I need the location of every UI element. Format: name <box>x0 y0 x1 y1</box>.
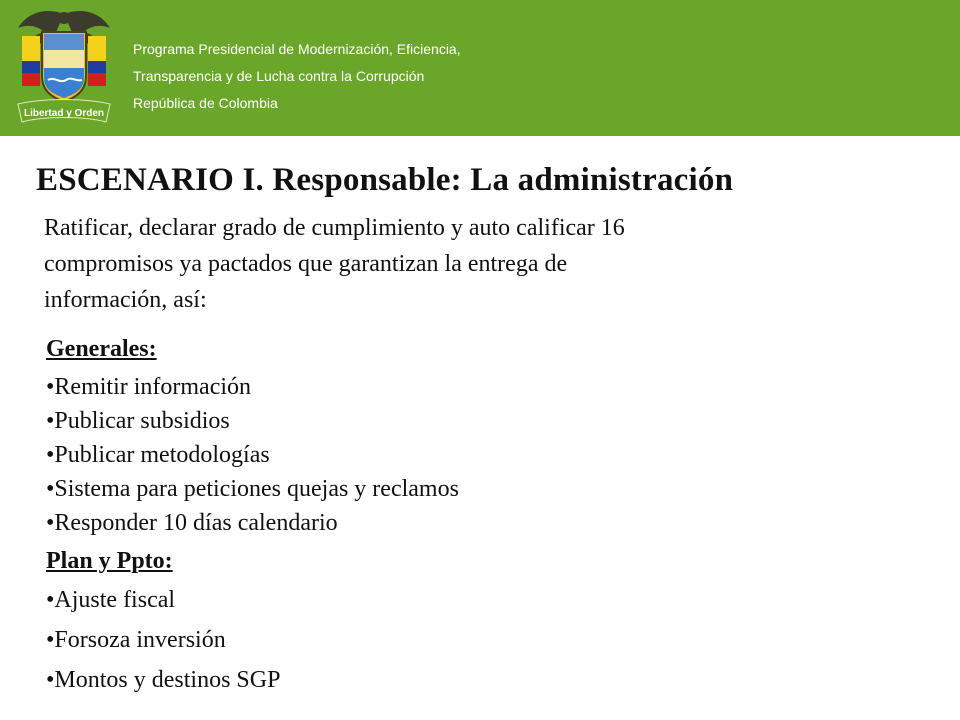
list-item: •Sistema para peticiones quejas y reclamos <box>46 476 459 502</box>
plan-heading: Plan y Ppto: <box>46 548 173 574</box>
list-item: •Montos y destinos SGP <box>46 667 281 693</box>
list-item: •Publicar metodologías <box>46 442 270 468</box>
header-line-2: Transparencia y de Lucha contra la Corrupción <box>133 68 425 84</box>
list-item: •Publicar subsidios <box>46 408 230 434</box>
coat-of-arms-logo <box>14 6 114 130</box>
header-line-1: Programa Presidencial de Modernización, Eficiencia, <box>133 41 461 57</box>
header-bar <box>0 0 960 136</box>
header-line-3: República de Colombia <box>133 95 278 111</box>
list-item: •Responder 10 días calendario <box>46 510 338 536</box>
list-item: •Forsoza inversión <box>46 627 226 653</box>
intro-line-2: compromisos ya pactados que garantizan la entrega de <box>44 251 568 277</box>
intro-line-1: Ratificar, declarar grado de cumplimiento y auto calificar 16 <box>44 215 625 241</box>
list-item: •Ajuste fiscal <box>46 587 176 613</box>
intro-line-3: información, así: <box>44 287 207 313</box>
intro-paragraph <box>44 210 844 318</box>
generales-heading: Generales: <box>46 336 157 362</box>
list-item: •Remitir información <box>46 374 252 400</box>
plan-list <box>46 580 280 700</box>
generales-list <box>46 370 459 540</box>
header-text <box>133 36 461 117</box>
logo-motto: Libertad y Orden <box>23 108 105 119</box>
slide-title: ESCENARIO I. Responsable: La administración <box>36 162 734 198</box>
